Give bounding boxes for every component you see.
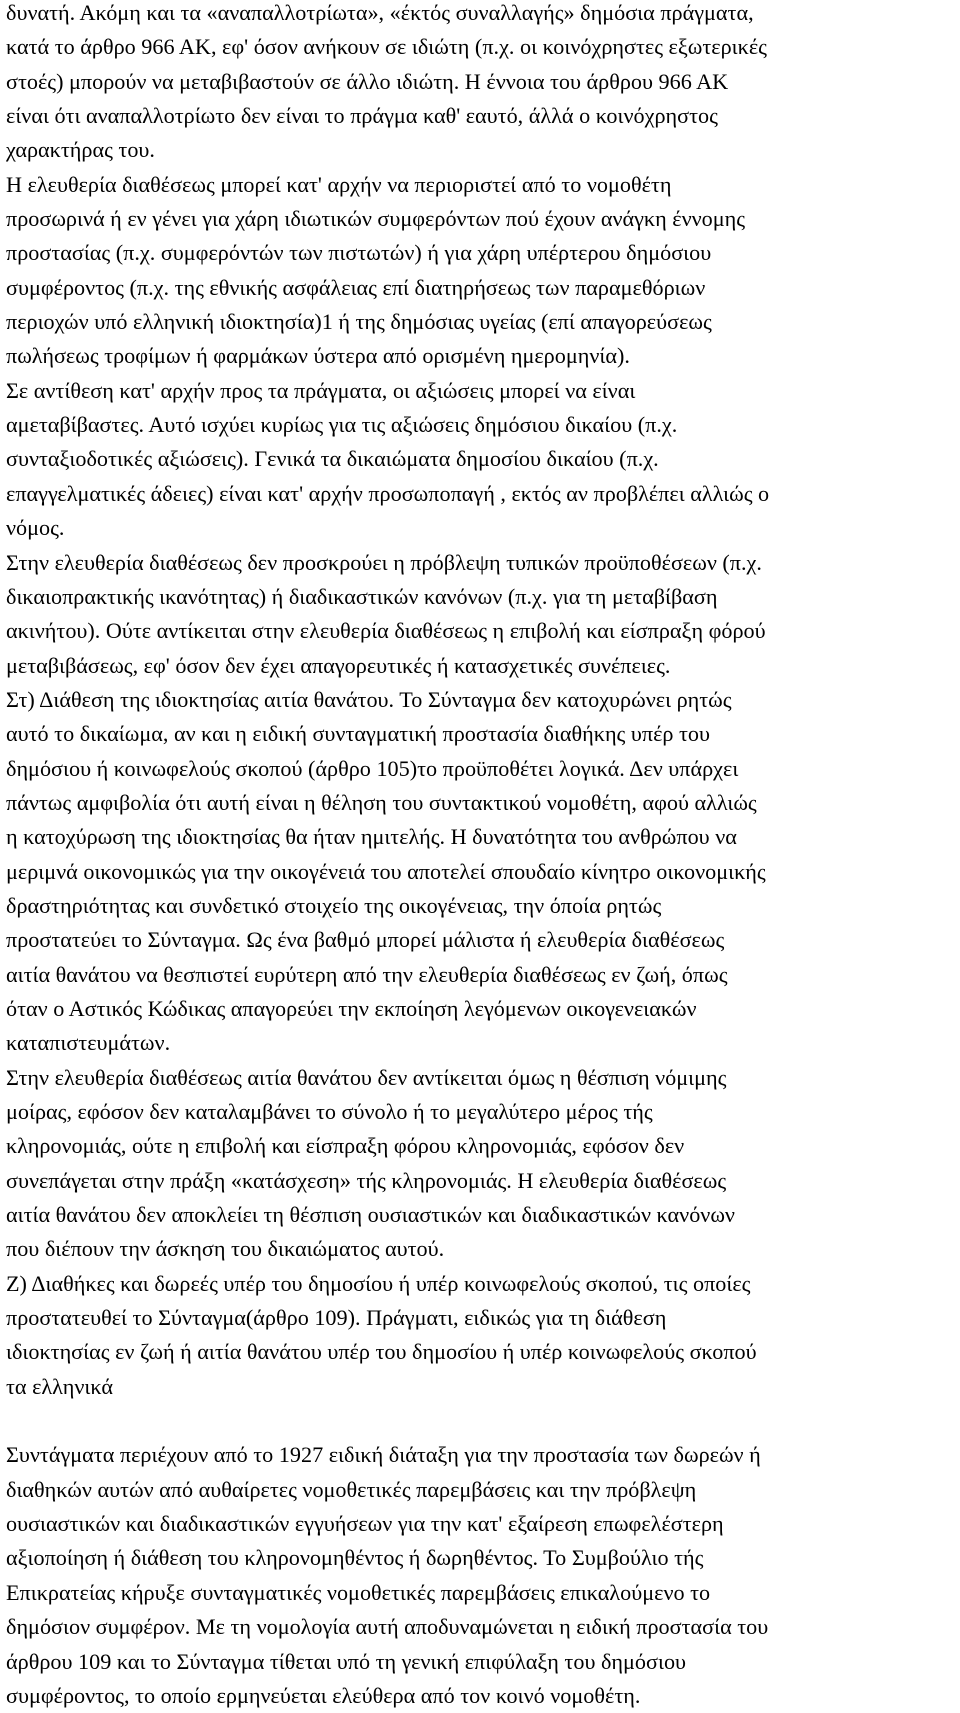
text-line: πωλήσεως τροφίμων ή φαρμάκων ύστερα από ορισμένη ημερομηνία). xyxy=(6,343,630,369)
text-line: μεταβιβάσεως, εφ' όσον δεν έχει απαγορευτικές ή κατασχετικές συνέπειες. xyxy=(6,652,671,678)
text-line: είναι ότι αναπαλλοτρίωτο δεν είναι το πράγμα καθ' εαυτό, άλλά ο κοινόχρηστος xyxy=(6,103,718,129)
paragraph-inalienable-things xyxy=(6,0,950,168)
text-line: Επικρατείας κήρυξε συνταγματικές νομοθετικές παρεμβάσεις επικαλούμενο το xyxy=(6,1579,711,1605)
text-line: συνεπάγεται στην πράξη «κατάσχεση» τής κληρονομιάς. Η ελευθερία διαθέσεως xyxy=(6,1167,727,1193)
text-line: δημόσιου ή κοινωφελούς σκοπού (άρθρο 105)το προϋποθέτει λογικά. Δεν υπάρχει xyxy=(6,755,739,781)
text-line: προστασίας (π.χ. συμφερόντών των πιστωτών) ή για χάρη υπέρτερου δημόσιου xyxy=(6,240,712,266)
text-line: αιτία θανάτου να θεσπιστεί ευρύτερη από την ελευθερία διαθέσεως εν ζωή, όπως xyxy=(6,961,728,987)
text-line: προσωρινά ή εν γένει για χάρη ιδιωτικών συμφερόντων πού έχουν ανάγκη έννομης xyxy=(6,206,746,232)
paragraph-constitutions-since-1927 xyxy=(6,1438,950,1713)
text-line: δημόσιον συμφέρον. Με τη νομολογία αυτή αποδυναμώνεται η ειδική προστασία του xyxy=(6,1614,769,1640)
text-line: επαγγελματικές άδειες) είναι κατ' αρχήν προσωποπαγή , εκτός αν προβλέπει αλλιώς ο xyxy=(6,480,770,506)
text-line: που διέπουν την άσκηση του δικαιώματος αυτού. xyxy=(6,1236,445,1262)
paragraph-restriction-of-disposal xyxy=(6,168,950,374)
text-line: μοίρας, εφόσον δεν καταλαμβάνει το σύνολο ή το μεγαλύτερο μέρος τής xyxy=(6,1099,653,1124)
text-line: άρθρου 109 και το Σύνταγμα τίθεται υπό τη γενική επιφύλαξη του δημόσιου xyxy=(6,1648,687,1674)
text-line: κατά το άρθρο 966 ΑΚ, εφ' όσον ανήκουν σε ιδιώτη (π.χ. οι κοινόχρηστες εξωτερικές xyxy=(6,34,767,60)
text-line: συνταξιοδοτικές αξιώσεις). Γενικά τα δικαιώματα δημοσίου δικαίου (π.χ. xyxy=(6,446,659,472)
text-line: προστατεύει το Σύνταγμα. Ως ένα βαθμό μπορεί μάλιστα ή ελευθερία διαθέσεως xyxy=(6,927,725,953)
text-line: Στ) Διάθεση της ιδιοκτησίας αιτία θανάτου. Το Σύνταγμα δεν κατοχυρώνει ρητώς xyxy=(6,686,732,712)
text-line: περιοχών υπό ελληνική ιδιοκτησία)1 ή της δημόσιας υγείας (επί απαγορεύσεως xyxy=(6,309,712,335)
section-st-disposal-upon-death xyxy=(6,683,950,1061)
text-line: χαρακτήρας του. xyxy=(6,137,155,163)
text-line: νόμος. xyxy=(6,515,65,541)
text-line: Στην ελευθερία διαθέσεως αιτία θανάτου δεν αντίκειται όμως η θέσπιση νόμιμης xyxy=(6,1064,727,1090)
text-line: Σε αντίθεση κατ' αρχήν προς τα πράγματα, οι αξιώσεις μπορεί να είναι xyxy=(6,377,636,403)
text-line: όταν ο Αστικός Κώδικας απαγορεύει την εκποίηση λεγόμενων οικογενειακών xyxy=(6,995,697,1021)
text-line: τα ελληνικά xyxy=(6,1373,113,1399)
text-line: Η ελευθερία διαθέσεως μπορεί κατ' αρχήν να περιοριστεί από το νομοθέτη xyxy=(6,171,672,197)
blank-line xyxy=(6,1404,950,1438)
text-line: η κατοχύρωση της ιδιοκτησίας θα ήταν ημιτελής. Η δυνατότητα του ανθρώπου να xyxy=(6,824,737,850)
text-line: καταπιστευμάτων. xyxy=(6,1030,171,1056)
text-line: ακινήτου). Ούτε αντίκειται στην ελευθερία διαθέσεως η επιβολή και είσπραξη φόρού xyxy=(6,618,766,644)
text-line: αιτία θανάτου δεν αποκλείει τη θέσπιση ουσιαστικών και διαδικαστικών κανόνων xyxy=(6,1202,735,1228)
text-line: Στην ελευθερία διαθέσεως δεν προσκρούει η πρόβλεψη τυπικών προϋποθέσεων (π.χ. xyxy=(6,549,762,575)
text-line: στοές) μπορούν να μεταβιβαστούν σε άλλο ιδιώτη. Η έννοια του άρθρου 966 ΑΚ xyxy=(6,68,729,94)
text-line: ιδιοκτησίας εν ζωή ή αιτία θανάτου υπέρ του δημοσίου ή υπέρ κοινωφελούς σκοπού xyxy=(6,1339,757,1365)
text-line: συμφέροντος (π.χ. της εθνικής ασφάλειας επί διατηρήσεως των παραμεθόριων xyxy=(6,274,706,300)
document-body xyxy=(6,0,950,1713)
text-line: δυνατή. Ακόμη και τα «αναπαλλοτρίωτα», «έκτός συναλλαγής» δημόσια πράγματα, xyxy=(6,0,754,25)
text-line: ουσιαστικών και διαδικαστικών εγγυήσεων για την κατ' εξαίρεση επωφελέστερη xyxy=(6,1511,724,1537)
text-line: πάντως αμφιβολία ότι αυτή είναι η θέληση του συντακτικού νομοθέτη, αφού αλλιώς xyxy=(6,789,757,815)
section-z-wills-and-donations xyxy=(6,1267,950,1439)
paragraph-formal-requirements xyxy=(6,546,950,683)
text-line: Ζ) Διαθήκες και δωρεές υπέρ του δημοσίου ή υπέρ κοινωφελούς σκοπού, τις οποίες xyxy=(6,1270,751,1296)
text-line: προστατευθεί το Σύνταγμα(άρθρο 109). Πράγματι, ειδικώς για τη διάθεση xyxy=(6,1305,667,1331)
text-line: Συντάγματα περιέχουν από το 1927 ειδική διάταξη για την προστασία των δωρεών ή xyxy=(6,1442,761,1468)
text-line: δικαιοπρακτικής ικανότητας) ή διαδικαστικών κανόνων (π.χ. για τη μεταβίβαση xyxy=(6,583,718,609)
text-line: αμεταβίβαστες. Αυτό ισχύει κυρίως για τις αξιώσεις δημόσιου δικαίου (π.χ. xyxy=(6,412,678,438)
text-line: αυτό το δικαίωμα, αν και η ειδική συνταγματική προστασία διαθήκης υπέρ του xyxy=(6,721,711,747)
text-line: κληρονομιάς, ούτε η επιβολή και είσπραξη φόρου κληρονομιάς, εφόσον δεν xyxy=(6,1133,685,1159)
text-line: διαθηκών αυτών από αυθαίρετες νομοθετικές παρεμβάσεις και την πρόβλεψη xyxy=(6,1476,697,1502)
paragraph-legitimate-portion xyxy=(6,1061,950,1267)
text-line: δραστηριότητας και συνδετικό στοιχείο της οικογένειας, την όποία ρητώς xyxy=(6,892,662,918)
paragraph-claims xyxy=(6,374,950,546)
text-line: μεριμνά οικονομικώς για την οικογένειά του αποτελεί σπουδαίο κίνητρο οικονομικής xyxy=(6,858,766,884)
text-line: αξιοποίηση ή διάθεση του κληρονομηθέντος ή δωρηθέντος. Το Συμβούλιο τής xyxy=(6,1545,704,1571)
text-line: συμφέροντος, το οποίο ερμηνεύεται ελεύθερα από τον κοινό νομοθέτη. xyxy=(6,1682,641,1708)
